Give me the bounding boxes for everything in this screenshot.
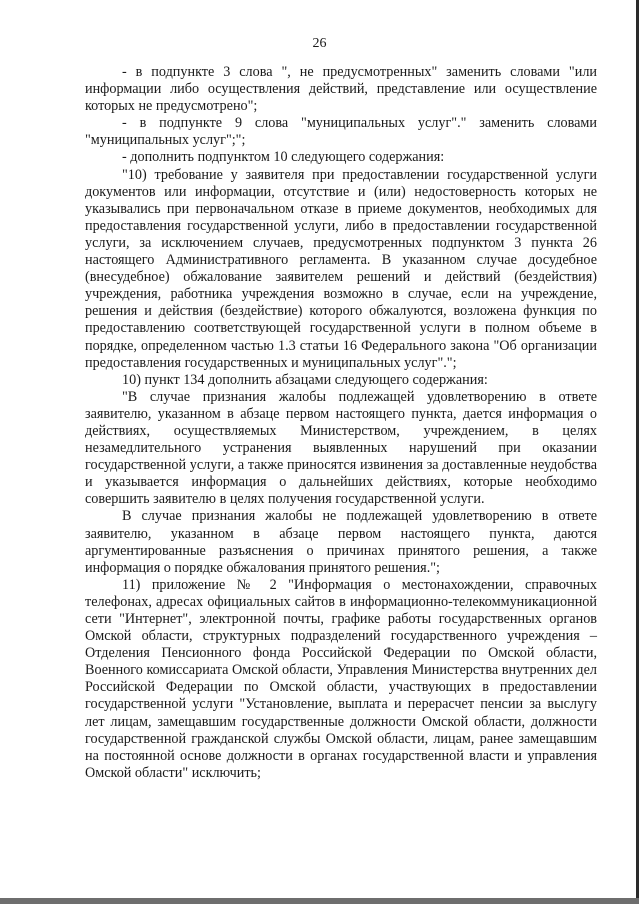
paragraph-complaint-rejected: В случае признания жалобы не подлежащей удовлетворению в ответе заявителю, указанном в абзаце первом настоящего пункта, даются аргументированные разъяснения о причинах принятого решения, а также информация о порядке обжалования принятого решения."; xyxy=(85,508,597,576)
paragraph-item-134: 10) пункт 134 дополнить абзацами следующего содержания: xyxy=(122,371,488,388)
page-number: 26 xyxy=(312,36,327,51)
paragraph-subitem-9: - в подпункте 9 слова "муниципальных услуг"." заменить словами "муниципальных услуг";"; xyxy=(85,115,597,149)
paragraph-add-subitem-10: - дополнить подпунктом 10 следующего содержания: xyxy=(122,149,445,166)
paragraph-subitem-10-text: "10) требование у заявителя при предоставлении государственной услуги документов или информации, отсутствие и (или) недостоверность которых не указывались при первоначальном отказе в приеме документов, необходимых для предоставления государственной услуги, либо в предоставлении государственной услуги, за исключением случаев, предусмотренных подпунктом 3 пункта 26 настоящего Административного регламента. В указанном случае досудебное (внесудебное) обжалование заявителем решений и действий (бездействия) учреждения, работника учреждения возможно в случае, если на учреждение, решения и действия (бездействие) которого обжалуются, возложена функция по предоставлению соответствующей государственной услуги в полном объеме в порядке, определенном частью 1.3 статьи 16 Федерального закона "Об организации предоставления государственных и муниципальных услуг"."; xyxy=(85,166,597,371)
document-body xyxy=(85,64,597,782)
scan-bottom-edge xyxy=(0,898,639,904)
paragraph-subitem-3: - в подпункте 3 слова ", не предусмотренных" заменить словами "или информации либо осуществления действий, представление или осуществление которых не предусмотрено"; xyxy=(85,64,597,115)
paragraph-complaint-satisfied: "В случае признания жалобы подлежащей удовлетворению в ответе заявителю, указанном в абзаце первом настоящего пункта, дается информация о действиях, осуществляемых Министерством, учреждением, в целях незамедлительного устранения выявленных нарушений при оказании государственной услуги, а также приносятся извинения за доставленные неудобства и указывается информация о дальнейших действиях, которые необходимо совершить заявителю в целях получения государственной услуги. xyxy=(85,388,597,508)
paragraph-appendix-2: 11) приложение № 2 "Информация о местонахождении, справочных телефонах, адресах официальных сайтов в информационно-телекоммуникационной сети "Интернет", электронной почты, графике работы государственных органов Омской области, структурных подразделений государственного учреждения – Отделения Пенсионного фонда Российской Федерации по Омской области, Военного комиссариата Омской области, Управления Министерства внутренних дел Российской Федерации по Омской области, участвующих в предоставлении государственной услуги "Установление, выплата и перерасчет пенсии за выслугу лет лицам, замещавшим государственные должности Омской области, должности государственной гражданской службы Омской области, лицам, ранее замещавшим на постоянной основе должности в органах государственной власти и управления Омской области" исключить; xyxy=(85,576,597,781)
